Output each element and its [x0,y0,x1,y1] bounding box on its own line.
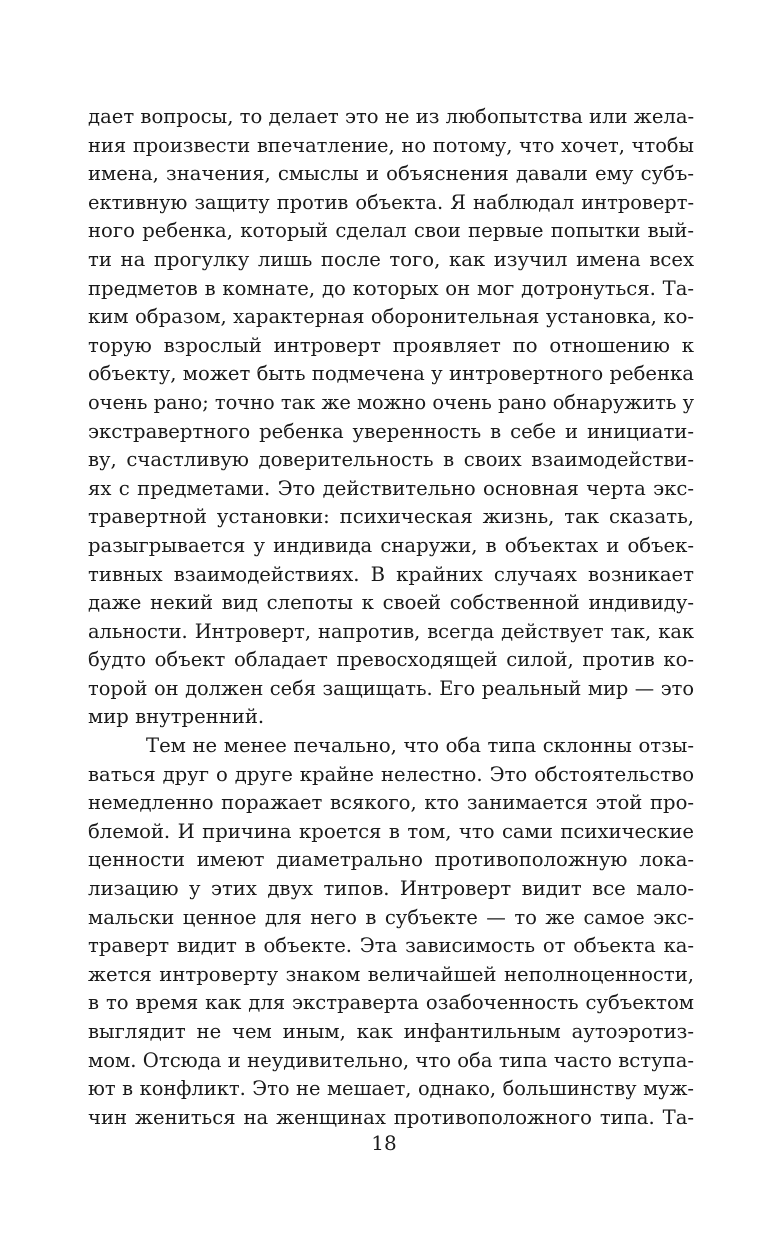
text-line: блемой. И причина кроется в том, что сами психические [88,819,694,843]
text-line: выглядит не чем иным, как инфантильным аутоэротиз- [88,1020,694,1043]
text-line: объекту, может быть подмечена у интровертного ребенка [88,362,694,386]
text-line: очень рано; точно так же можно очень рано обнаружить у [88,390,694,414]
paragraph-2 [88,732,694,1132]
text-line: ния произвести впечатление, но потому, что хочет, чтобы [88,133,694,157]
text-line: ного ребенка, который сделал свои первые попытки вый- [88,219,694,243]
text-line: Тем не менее печально, что оба типа склонны отзы- [146,734,694,758]
text-line: будто объект обладает превосходящей силой, против ко- [88,648,694,672]
page-number: 18 [371,1131,397,1155]
text-line: имена, значения, смыслы и объяснения давали ему субъ- [88,162,694,186]
text-line: лизацию у этих двух типов. Интроверт видит все мало- [88,877,694,901]
text-line: торой он должен себя защищать. Его реальный мир — это [88,676,694,700]
text-line: ют в конфликт. Это не мешает, однако, большинству муж- [88,1077,694,1101]
text-line: предметов в комнате, до которых он мог дотронуться. Та- [88,276,694,300]
text-line: экстравертного ребенка уверенность в себе и инициати- [88,419,694,443]
text-line: ях с предметами. Это действительно основная черта экс- [88,476,694,500]
text-line: мом. Отсюда и неудивительно, что оба типа часто вступа- [88,1048,694,1072]
text-line: немедленно поражает всякого, кто занимается этой про- [88,791,694,815]
text-line: ваться друг о друге крайне нелестно. Это обстоятельство [88,762,694,786]
text-line: чин жениться на женщинах противоположного типа. Та- [88,1105,694,1129]
text-line: ву, счастливую доверительность в своих взаимодействи- [88,448,694,472]
text-line: ценности имеют диаметрально противоположную лока- [88,848,694,872]
text-line: в то время как для экстраверта озабоченность субъектом [88,991,694,1015]
text-line: мальски ценное для него в субъекте — то же самое экс- [88,905,694,929]
text-line: даже некий вид слепоты к своей собственной индивиду- [88,591,694,615]
text-line: дает вопросы, то делает это не из любопытства или жела- [88,105,695,128]
text-line: ективную защиту против объекта. Я наблюдал интроверт- [88,190,694,214]
text-line: травертной установки: психическая жизнь, так сказать, [88,505,694,529]
text-line: мир внутренний. [88,705,265,729]
text-line: ти на прогулку лишь после того, как изучил имена всех [88,247,694,271]
text-line: разыгрывается у индивида снаружи, в объектах и объек- [88,533,694,557]
text-line: альности. Интроверт, напротив, всегда действует так, как [88,619,694,643]
text-line: торую взрослый интроверт проявляет по отношению к [88,333,694,357]
page-text [88,103,694,1132]
paragraph-1 [88,103,694,732]
text-line: траверт видит в объекте. Эта зависимость от объекта ка- [88,934,694,958]
text-line: ким образом, характерная оборонительная установка, ко- [88,305,694,329]
text-line: тивных взаимодействиях. В крайних случаях возникает [88,562,694,586]
text-line: жется интроверту знаком величайшей неполноценности, [88,962,694,986]
